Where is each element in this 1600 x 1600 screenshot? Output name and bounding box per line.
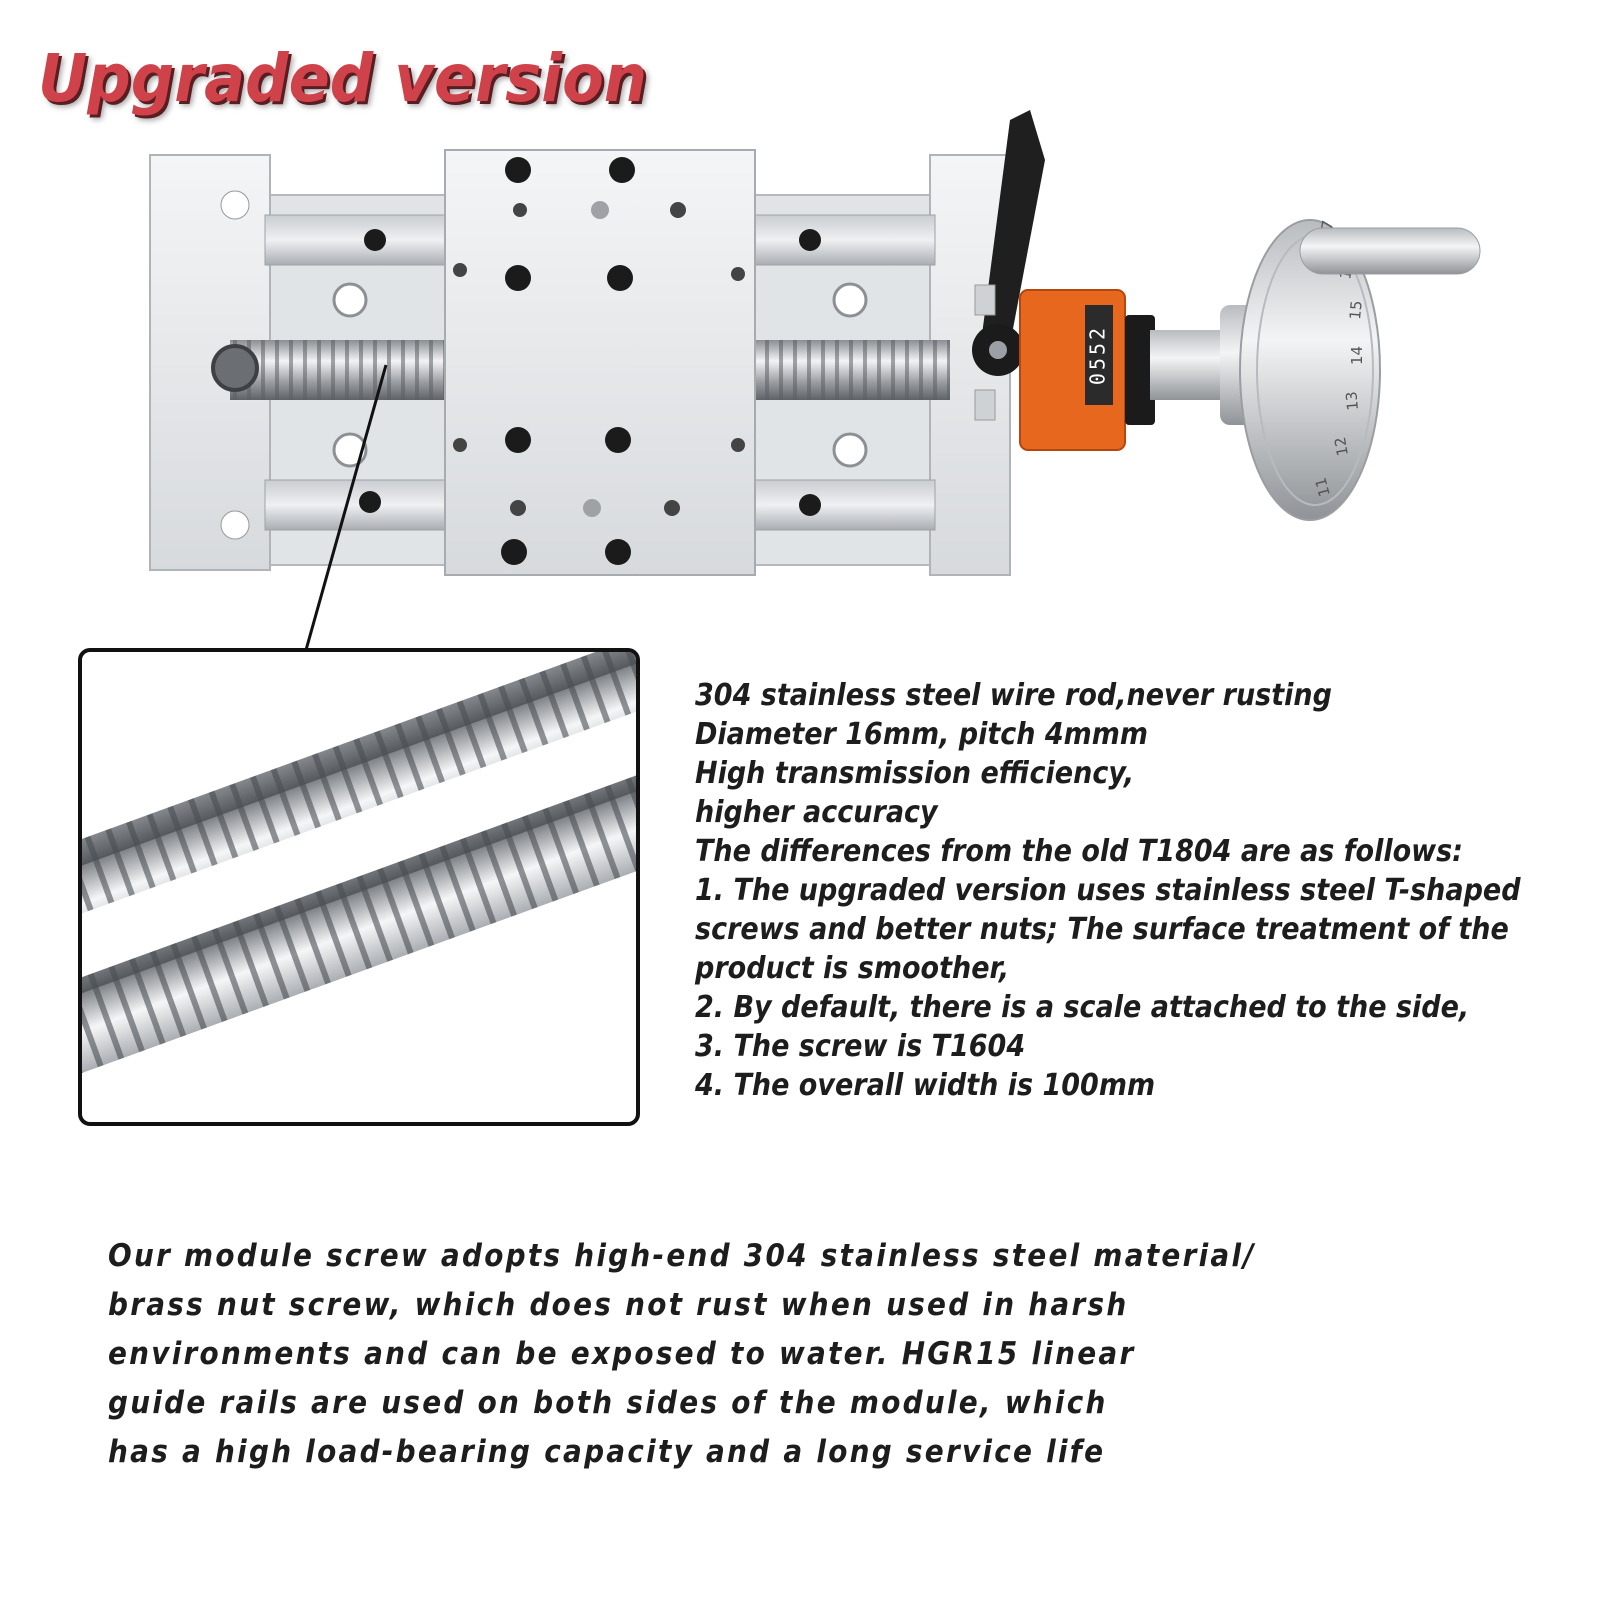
spec-line: 4. The overall width is 100mm <box>695 1068 1156 1103</box>
spec-line: screws and better nuts; The surface treatment of the <box>695 912 1509 947</box>
description-line: guide rails are used on both sides of the module, which <box>108 1385 1108 1421</box>
description-line: environments and can be exposed to water. HGR15 linear <box>108 1336 1136 1372</box>
spec-line: 1. The upgraded version uses stainless steel T-shaped <box>695 873 1521 908</box>
threaded-rod-closeup <box>82 652 636 1122</box>
screw-detail-inset <box>78 648 640 1126</box>
scale-label: 11 <box>1311 475 1334 499</box>
crank-handle <box>1300 228 1480 274</box>
spec-line: Diameter 16mm, pitch 4mmm <box>695 717 1149 752</box>
linear-stage-illustration <box>140 100 1520 620</box>
counter-reading: 0552 <box>1085 324 1110 386</box>
page-title: Upgraded version <box>38 40 648 117</box>
spec-line: The differences from the old T1804 are as follows: <box>695 834 1463 869</box>
spec-line: 3. The screw is T1604 <box>695 1029 1026 1064</box>
scale-label: 15 <box>1346 299 1366 321</box>
spec-line: product is smoother, <box>695 951 1010 986</box>
spec-line: higher accuracy <box>695 795 938 830</box>
description-paragraph <box>108 1232 1368 1477</box>
description-line: brass nut screw, which does not rust when used in harsh <box>108 1287 1129 1323</box>
description-line: has a high load-bearing capacity and a long service life <box>108 1434 1106 1470</box>
scale-label: 13 <box>1342 390 1362 412</box>
scale-label: 12 <box>1330 435 1352 458</box>
spec-line: 2. By default, there is a scale attached to the side, <box>695 990 1470 1025</box>
spec-line: 304 stainless steel wire rod,never rusting <box>695 678 1332 713</box>
spec-list <box>695 676 1521 1105</box>
spec-line: High transmission efficiency, <box>695 756 1135 791</box>
scale-label: 14 <box>1348 345 1366 365</box>
description-line: Our module screw adopts high-end 304 stainless steel material/ <box>108 1238 1256 1274</box>
